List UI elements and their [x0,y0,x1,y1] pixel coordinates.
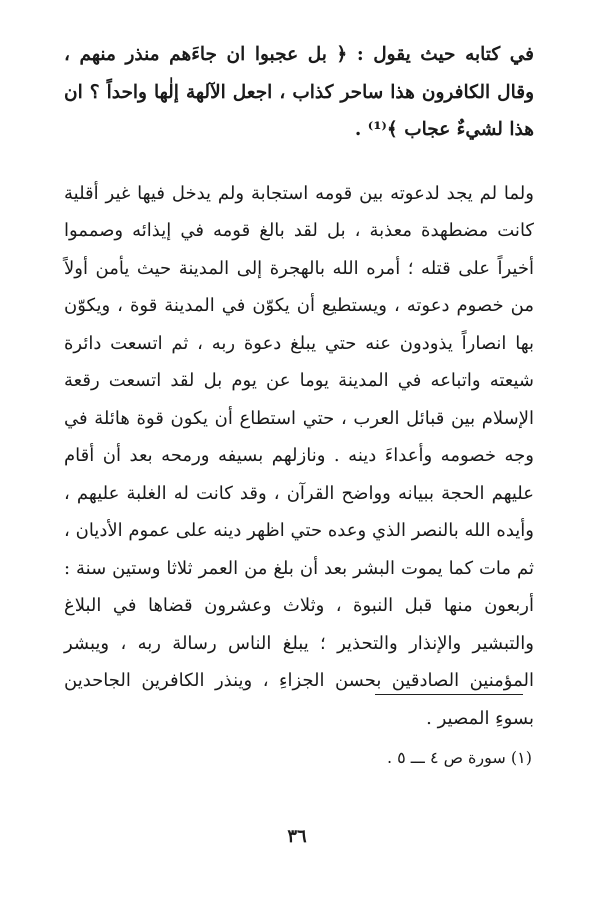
page-text-block [64,36,534,737]
quran-quote-paragraph: في كتابه حيث يقول : ﴿ بل عجبوا ان جاءَهم منذر منهم ، وقال الكافرون هذا ساحر كذاب ، اجعل الآلهة إلٰها واحداً ؟ ان هذا لشيءٌ عجاب ﴾⁽¹⁾ . [64,44,534,140]
footnote: (١) سورة ص ٤ ـــ ٥ . [386,748,532,767]
page-number: ٣٦ [287,826,307,847]
footnote-separator [375,694,523,695]
body-paragraph: ولما لم يجد لدعوته بين قومه استجابة ولم يدخل فيها غير أقلية كانت مضطهدة معذبة ، بل لقد بالغ قومه في إيذائه وصمموا أخيراً على قتله ؛ أمره الله بالهجرة إلى المدينة حيث يأمن أولاً من خصوم دعوته ، ويستطيع أن يكوّن في المدينة قوة ، ويكوّن بها انصاراً يذودون عنه حتي يبلغ دعوة ربه ، ثم اتسعت دائرة شيعته واتباعه في المدينة يوما عن يوم بل لقد اتسعت رقعة الإسلام بين قبائل العرب ، حتي استطاع أن يكون قوة هائلة في وجه خصومه وأعداءَ دينه . ونازلهم بسيفه ورمحه بعد أن أقام عليهم الحجة ببيانه وواضح القرآن ، وقد كانت له الغلبة عليهم ، وأيده الله بالنصر الذي وعده حتي اظهر دينه على عموم الأديان ، ثم مات كما يموت البشر بعد أن بلغ من العمر ثلاثا وستين سنة : أربعون منها قبل النبوة ، وثلاث وعشرون قضاها في البلاغ والتبشير والإنذار والتحذير ؛ يبلغ الناس رسالة ربه ، ويبشر المؤمنين الصادقين بحسن الجزاءِ ، وينذر الكافرين الجاحدين بسوءِ المصير . [64,182,534,729]
